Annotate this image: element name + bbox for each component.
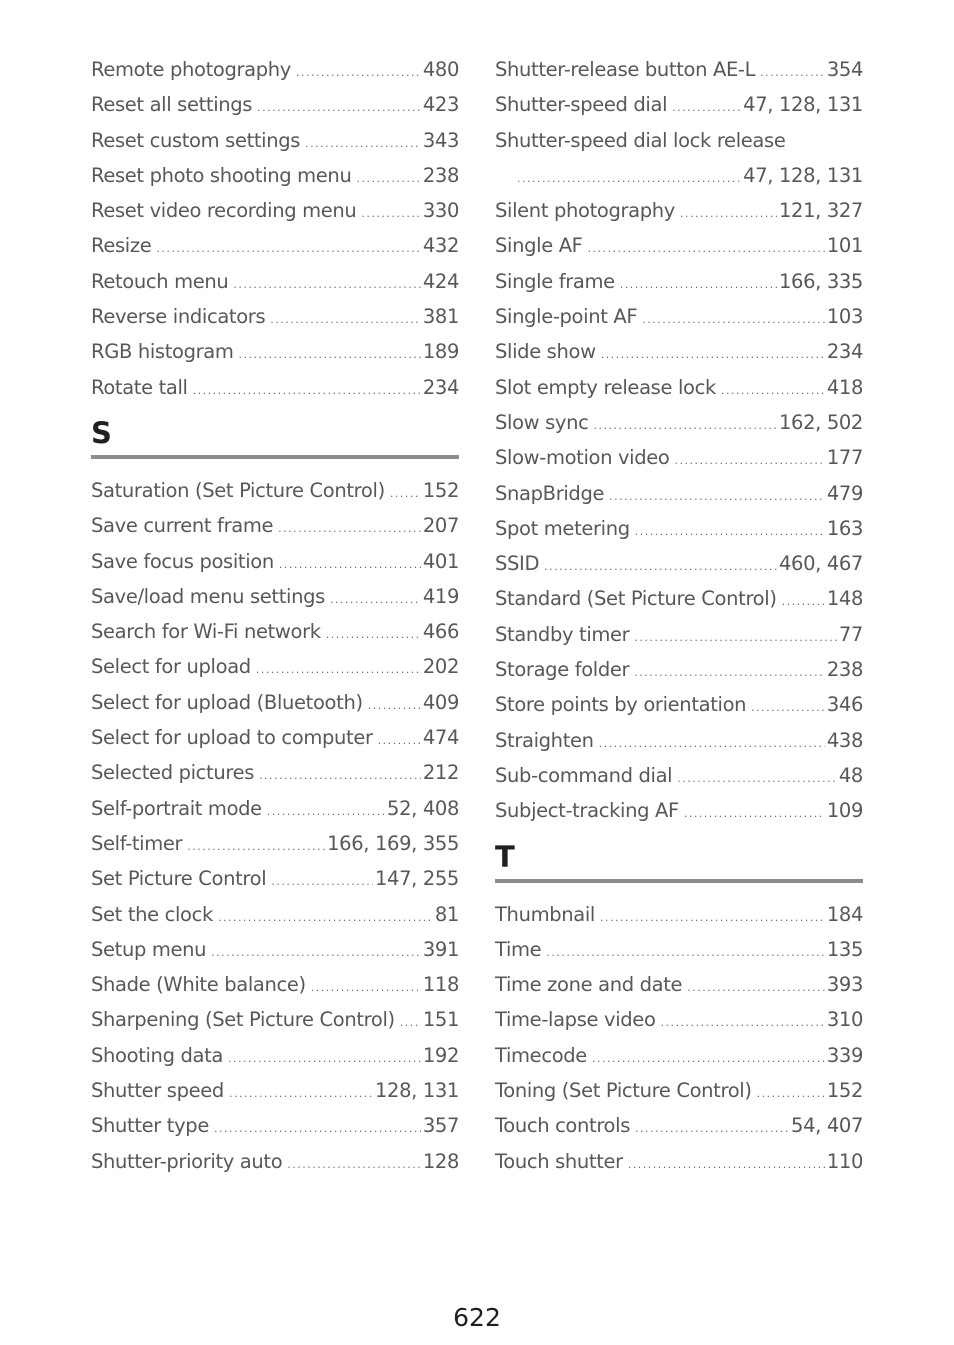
index-term: Save/load menu settings (91, 584, 325, 608)
index-entry (91, 932, 459, 967)
dot-leader (680, 196, 777, 231)
dot-leader (635, 514, 825, 549)
index-entry (91, 264, 459, 299)
index-page-numbers: 480 (422, 58, 459, 81)
index-page-numbers: 234 (422, 375, 459, 399)
index-term: Thumbnail (495, 902, 595, 926)
dot-leader (326, 617, 421, 652)
dot-leader (642, 302, 825, 337)
index-term: Time (495, 937, 542, 961)
index-page-numbers: 151 (422, 1008, 459, 1032)
dot-leader (256, 652, 421, 687)
index-entry (495, 758, 863, 793)
index-page-numbers: 48 (838, 763, 863, 787)
index-term: Reset photo shooting menu (91, 163, 352, 187)
dot-leader (620, 267, 777, 302)
dot-leader (356, 161, 420, 196)
index-term: Timecode (495, 1043, 587, 1067)
index-page-numbers: 310 (826, 1008, 863, 1032)
index-entry (495, 687, 863, 722)
index-term: Silent photography (495, 199, 675, 223)
index-term: Rotate tall (91, 375, 188, 399)
index-entry (495, 405, 863, 440)
index-entry (91, 649, 459, 684)
index-page-numbers: 343 (422, 128, 459, 152)
index-entry (91, 791, 459, 826)
index-term: Shooting data (91, 1043, 223, 1067)
index-page-numbers: 207 (422, 514, 459, 538)
index-term: Sharpening (Set Picture Control) (91, 1008, 395, 1032)
index-page-numbers: 474 (422, 726, 459, 750)
index-page-numbers: 330 (422, 199, 459, 223)
dot-leader (634, 620, 837, 655)
index-entry (91, 614, 459, 649)
dot-leader (687, 970, 825, 1005)
index-term: Shutter-speed dial lock release (495, 128, 786, 152)
index-entry (91, 685, 459, 720)
dot-leader (544, 549, 777, 584)
index-page-numbers: 152 (422, 478, 459, 502)
dot-leader (677, 761, 837, 796)
index-term: Select for upload (91, 655, 251, 679)
index-term: Spot metering (495, 516, 630, 540)
index-page-numbers: 460, 467 (778, 552, 863, 576)
index-page-numbers: 424 (422, 269, 459, 293)
index-entry (91, 1002, 459, 1037)
dot-leader (760, 55, 825, 90)
index-entry (495, 652, 863, 687)
index-page-numbers: 121, 327 (778, 199, 863, 223)
index-entry (495, 440, 863, 475)
index-page-numbers: 189 (422, 340, 459, 364)
index-term: Shade (White balance) (91, 973, 306, 997)
index-term: Time-lapse video (495, 1008, 656, 1032)
dot-leader (311, 970, 421, 1005)
index-term: Saturation (Set Picture Control) (91, 478, 385, 502)
dot-leader (193, 373, 421, 408)
index-entry (91, 370, 459, 405)
index-page-numbers: 52, 408 (387, 796, 459, 820)
index-entry (495, 581, 863, 616)
index-entry (495, 897, 863, 932)
index-page-numbers: 152 (826, 1079, 863, 1103)
dot-leader (267, 794, 385, 829)
index-entry (495, 1144, 863, 1179)
index-page-numbers: 354 (826, 58, 863, 81)
index-list-s (91, 473, 459, 1179)
index-entry (91, 299, 459, 334)
index-list-s-continued (495, 52, 863, 829)
index-term: Retouch menu (91, 269, 229, 293)
dot-leader (278, 511, 421, 546)
index-page-numbers: 202 (422, 655, 459, 679)
index-term: Slow sync (495, 410, 589, 434)
index-page-numbers: 466 (422, 620, 459, 644)
dot-leader (675, 443, 825, 478)
dot-leader (211, 935, 421, 970)
index-entry (91, 967, 459, 1002)
index-page-numbers: 423 (422, 93, 459, 117)
index-term: Time zone and date (495, 973, 683, 997)
index-page-numbers: 118 (422, 973, 459, 997)
index-term: Reset custom settings (91, 128, 301, 152)
index-term: Set Picture Control (91, 867, 267, 891)
dot-leader (361, 196, 420, 231)
dot-leader (270, 302, 421, 337)
index-entry (495, 158, 863, 193)
index-term: Single AF (495, 234, 583, 258)
index-term: Remote photography (91, 58, 292, 81)
section-divider-s (91, 455, 459, 459)
dot-leader (368, 688, 421, 723)
dot-leader (214, 1111, 421, 1146)
index-term: Set the clock (91, 902, 213, 926)
dot-leader (378, 723, 421, 758)
dot-leader (218, 900, 433, 935)
index-term: Standby timer (495, 622, 630, 646)
index-term: Self-portrait mode (91, 796, 262, 820)
index-page-numbers: 101 (826, 234, 863, 258)
index-entry (91, 52, 459, 87)
dot-leader (156, 231, 420, 266)
index-term: Sub-command dial (495, 763, 673, 787)
index-page-numbers: 54, 407 (791, 1114, 863, 1138)
index-entry (495, 193, 863, 228)
index-term: Slot empty release lock (495, 375, 716, 399)
index-column-right (495, 52, 863, 1179)
index-entry (91, 826, 459, 861)
index-page-numbers: 346 (826, 693, 863, 717)
dot-leader (390, 476, 421, 511)
index-entry (91, 473, 459, 508)
index-term: Toning (Set Picture Control) (495, 1079, 752, 1103)
index-page-numbers: 238 (826, 658, 863, 682)
dot-leader (257, 90, 421, 125)
index-entry (495, 967, 863, 1002)
index-page-numbers: 238 (422, 163, 459, 187)
index-entry (91, 158, 459, 193)
index-entry (495, 617, 863, 652)
index-entry (91, 1073, 459, 1108)
index-term: Search for Wi-Fi network (91, 620, 321, 644)
index-term: Save current frame (91, 514, 274, 538)
dot-leader (782, 584, 825, 619)
dot-leader (635, 1111, 789, 1146)
index-column-left (91, 52, 459, 1179)
dot-leader (229, 1076, 373, 1111)
index-page-numbers: 147, 255 (374, 867, 459, 891)
index-term: Select for upload (Bluetooth) (91, 690, 363, 714)
index-page-numbers: 438 (826, 728, 863, 752)
index-term: Storage folder (495, 658, 630, 682)
dot-leader (233, 267, 420, 302)
dot-leader (594, 408, 777, 443)
index-term: Setup menu (91, 937, 207, 961)
index-term: Save focus position (91, 549, 274, 573)
index-page-numbers: 391 (422, 937, 459, 961)
index-page-numbers: 135 (826, 937, 863, 961)
dot-leader (751, 690, 825, 725)
index-page-numbers: 419 (422, 584, 459, 608)
index-page-numbers: 103 (826, 305, 863, 329)
dot-leader (271, 864, 373, 899)
index-page-numbers: 192 (422, 1043, 459, 1067)
index-page-numbers: 47, 128, 131 (743, 93, 863, 117)
index-term: Single-point AF (495, 305, 638, 329)
index-page-numbers: 77 (838, 622, 863, 646)
dot-leader (400, 1005, 421, 1040)
index-page-numbers: 401 (422, 549, 459, 573)
index-term: Single frame (495, 269, 615, 293)
index-entry (495, 228, 863, 263)
index-term: Standard (Set Picture Control) (495, 587, 777, 611)
index-entry (495, 52, 863, 87)
index-list-t (495, 897, 863, 1179)
index-entry (91, 755, 459, 790)
index-term: Slide show (495, 340, 596, 364)
section-heading-s: S (91, 415, 112, 450)
index-entry (91, 228, 459, 263)
index-term: SSID (495, 552, 540, 576)
index-term: Touch shutter (495, 1149, 623, 1173)
index-page-numbers: 357 (422, 1114, 459, 1138)
index-term: Shutter-release button AE-L (495, 58, 756, 81)
index-entry (495, 546, 863, 581)
index-page-numbers: 148 (826, 587, 863, 611)
index-term: Self-timer (91, 831, 183, 855)
index-page-numbers: 184 (826, 902, 863, 926)
dot-leader (600, 900, 825, 935)
index-page-numbers: 166, 335 (778, 269, 863, 293)
index-term: Touch controls (495, 1114, 631, 1138)
dot-leader (609, 479, 825, 514)
index-list-r (91, 52, 459, 405)
index-entry (495, 1108, 863, 1143)
index-page-numbers: 162, 502 (778, 410, 863, 434)
index-page-numbers: 339 (826, 1043, 863, 1067)
dot-leader (330, 582, 421, 617)
index-entry (91, 897, 459, 932)
index-page-numbers: 418 (826, 375, 863, 399)
index-page-numbers: 479 (826, 481, 863, 505)
index-entry (495, 334, 863, 369)
index-entry (495, 1038, 863, 1073)
index-page-numbers: 163 (826, 516, 863, 540)
dot-leader (305, 126, 421, 161)
dot-leader (599, 726, 825, 761)
index-entry (495, 932, 863, 967)
dot-leader (287, 1147, 421, 1182)
index-term: Resize (91, 234, 152, 258)
dot-leader (601, 337, 825, 372)
index-term: Select for upload to computer (91, 726, 373, 750)
index-page-numbers: 393 (826, 973, 863, 997)
index-entry (495, 1073, 863, 1108)
index-entry (91, 334, 459, 369)
index-entry (91, 861, 459, 896)
index-entry (495, 1002, 863, 1037)
dot-leader (187, 829, 325, 864)
index-entry (91, 508, 459, 543)
dot-leader (588, 231, 825, 266)
index-entry (495, 299, 863, 334)
index-term: Selected pictures (91, 761, 255, 785)
index-term: Straighten (495, 728, 594, 752)
index-page-numbers: 381 (422, 305, 459, 329)
index-entry (495, 123, 863, 158)
index-term: Shutter-speed dial (495, 93, 668, 117)
index-term: Reset video recording menu (91, 199, 357, 223)
index-term: Subject-tracking AF (495, 799, 679, 823)
index-entry (495, 370, 863, 405)
index-entry (91, 544, 459, 579)
dot-leader (517, 161, 741, 196)
dot-leader (279, 547, 421, 582)
dot-leader (239, 337, 421, 372)
index-page-numbers: 234 (826, 340, 863, 364)
dot-leader (228, 1041, 421, 1076)
section-heading-t: T (495, 839, 515, 874)
index-page-numbers: 212 (422, 761, 459, 785)
index-page-numbers: 177 (826, 446, 863, 470)
dot-leader (721, 373, 825, 408)
index-entry (91, 1038, 459, 1073)
index-entry (91, 1144, 459, 1179)
index-entry (91, 1108, 459, 1143)
dot-leader (634, 655, 825, 690)
index-entry (495, 723, 863, 758)
index-entry (91, 579, 459, 614)
index-page-numbers: 109 (826, 799, 863, 823)
index-page-numbers: 409 (422, 690, 459, 714)
dot-leader (592, 1041, 825, 1076)
section-divider-t (495, 879, 863, 883)
index-entry (91, 720, 459, 755)
index-entry (495, 793, 863, 828)
dot-leader (628, 1147, 825, 1182)
index-term: Shutter speed (91, 1079, 224, 1103)
dot-leader (259, 758, 421, 793)
index-entry (495, 476, 863, 511)
index-entry (495, 87, 863, 122)
index-page-numbers: 128, 131 (374, 1079, 459, 1103)
index-term: SnapBridge (495, 481, 605, 505)
index-entry (495, 264, 863, 299)
index-term: Slow-motion video (495, 446, 670, 470)
dot-leader (684, 796, 825, 831)
index-entry (91, 193, 459, 228)
index-page-numbers: 128 (422, 1149, 459, 1173)
dot-leader (661, 1005, 825, 1040)
index-term: Reset all settings (91, 93, 253, 117)
index-page-numbers: 166, 169, 355 (327, 831, 459, 855)
dot-leader (546, 935, 825, 970)
index-term: RGB histogram (91, 340, 234, 364)
page-number: 622 (453, 1303, 501, 1332)
index-entry (91, 123, 459, 158)
index-term: Shutter-priority auto (91, 1149, 283, 1173)
index-term: Shutter type (91, 1114, 209, 1138)
index-entry (91, 87, 459, 122)
dot-leader (757, 1076, 825, 1111)
index-term: Reverse indicators (91, 305, 266, 329)
index-page-numbers: 47, 128, 131 (743, 163, 863, 187)
index-term: Store points by orientation (495, 693, 747, 717)
index-page-numbers: 432 (422, 234, 459, 258)
index-entry (495, 511, 863, 546)
dot-leader (672, 90, 741, 125)
index-page-numbers: 110 (826, 1149, 863, 1173)
index-page-numbers: 81 (434, 902, 459, 926)
dot-leader (296, 55, 421, 90)
